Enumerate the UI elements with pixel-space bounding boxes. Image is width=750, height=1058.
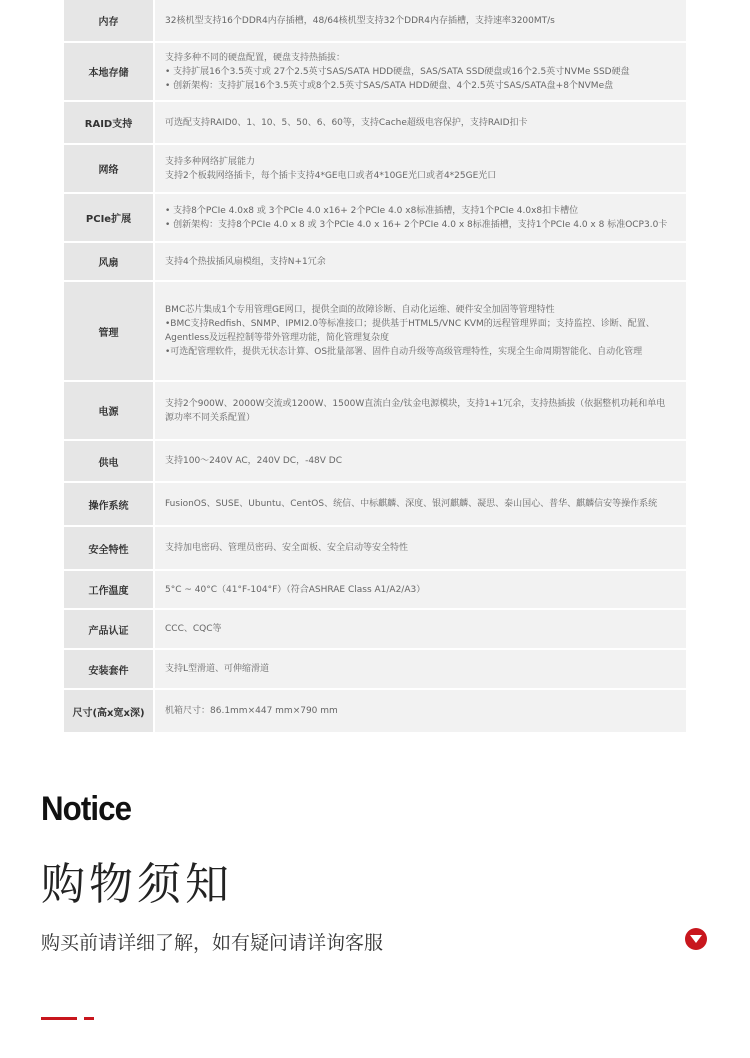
- spec-value-line: •BMC支持Redfish、SNMP、IPMI2.0等标准接口；提供基于HTML5/VNC KVM的远程管理界面；支持监控、诊断、配置、: [165, 319, 655, 329]
- spec-label: RAID支持: [64, 102, 153, 143]
- spec-row: [64, 243, 686, 282]
- spec-value-line: 支持多种网络扩展能力: [165, 156, 256, 167]
- spec-value: [153, 145, 686, 192]
- spec-value: [153, 382, 686, 439]
- notice-subtitle: 购买前请详细了解，如有疑问请详询客服: [41, 932, 384, 954]
- spec-row: [64, 102, 686, 145]
- spec-label: 尺寸(高x宽x深): [64, 690, 153, 732]
- spec-value: [153, 527, 686, 569]
- spec-value-line: 支持加电密码、管理员密码、安全面板、安全启动等安全特性: [165, 543, 409, 553]
- spec-row: [64, 43, 686, 102]
- spec-value: [153, 690, 686, 732]
- spec-value-line: • 支持扩展16个3.5英寸或 27个2.5英寸SAS/SATA HDD硬盘，SAS/SATA SSD硬盘或16个2.5英寸NVMe SSD硬盘: [165, 66, 630, 77]
- spec-row: [64, 483, 686, 527]
- spec-row: [64, 441, 686, 483]
- notice-title-en: Notice: [41, 790, 132, 828]
- spec-value-line: 32核机型支持16个DDR4内存插槽，48/64核机型支持32个DDR4内存插槽，支持速率3200MT/s: [165, 15, 555, 26]
- spec-value-line: BMC芯片集成1个专用管理GE网口，提供全面的故障诊断、自动化运维、硬件安全加固等管理特性: [165, 305, 555, 315]
- spec-row: [64, 610, 686, 650]
- accent-bar: [41, 1017, 77, 1020]
- spec-value: [153, 0, 686, 41]
- spec-value: [153, 243, 686, 280]
- spec-label: 内存: [64, 0, 153, 41]
- spec-value: [153, 441, 686, 481]
- spec-value: [153, 650, 686, 688]
- spec-label: PCIe扩展: [64, 194, 153, 241]
- spec-label: 安装套件: [64, 650, 153, 688]
- spec-row: [64, 282, 686, 382]
- spec-value: [153, 43, 686, 100]
- notice-title-cn: 购物须知: [41, 859, 233, 910]
- spec-value-line: • 创新架构：支持8个PCIe 4.0 x 8 或 3个PCIe 4.0 x 16+ 2个PCIe 4.0 x 8标准插槽，支持1个PCIe 4.0 x 8 标准OCP3.0卡: [165, 219, 668, 230]
- spec-label: 管理: [64, 282, 153, 380]
- spec-value-line: 支持2个900W、2000W交流或1200W、1500W直流白金/钛金电源模块，支持1+1冗余，支持热插拔（依据整机功耗和单电: [165, 398, 666, 409]
- spec-row: [64, 194, 686, 243]
- spec-row: [64, 650, 686, 690]
- spec-label: 工作温度: [64, 571, 153, 608]
- spec-row: [64, 145, 686, 194]
- spec-label: 风扇: [64, 243, 153, 280]
- spec-value: [153, 102, 686, 143]
- chevron-down-circle-icon[interactable]: [685, 928, 707, 950]
- accent-bar-short: [84, 1017, 94, 1020]
- spec-value: [153, 194, 686, 241]
- spec-value-line: 支持100～240V AC，240V DC，-48V DC: [165, 456, 342, 466]
- spec-label: 供电: [64, 441, 153, 481]
- spec-label: 电源: [64, 382, 153, 439]
- spec-value-line: CCC、CQC等: [165, 624, 222, 634]
- spec-value-line: FusionOS、SUSE、Ubuntu、CentOS、统信、中标麒麟、深度、银河麒麟、凝思、泰山国心、普华、麒麟信安等操作系统: [165, 499, 658, 509]
- spec-row: [64, 382, 686, 441]
- spec-value-line: 可选配支持RAID0、1、10、5、50、6、60等，支持Cache超级电容保护，支持RAID扣卡: [165, 117, 528, 128]
- spec-value-line: 支持4个热拔插风扇模组，支持N+1冗余: [165, 256, 326, 267]
- spec-row: [64, 527, 686, 571]
- spec-label: 安全特性: [64, 527, 153, 569]
- spec-value-line: Agentless及远程控制等带外管理功能，简化管理复杂度: [165, 333, 390, 343]
- spec-row: [64, 571, 686, 610]
- spec-value-line: 源功率不同关系配置）: [165, 412, 256, 423]
- spec-value-line: 支持L型滑道、可伸缩滑道: [165, 664, 270, 674]
- spec-row: [64, 0, 686, 43]
- spec-table: [64, 0, 686, 734]
- spec-value-line: 机箱尺寸：86.1mm×447 mm×790 mm: [165, 706, 338, 716]
- spec-value: [153, 483, 686, 525]
- spec-value-line: • 创新架构：支持扩展16个3.5英寸或8个2.5英寸SAS/SATA HDD硬盘、4个2.5英寸SAS/SATA盘+8个NVMe盘: [165, 80, 614, 91]
- spec-label: 产品认证: [64, 610, 153, 648]
- spec-value: [153, 282, 686, 380]
- spec-value: [153, 610, 686, 648]
- spec-value: [153, 571, 686, 608]
- spec-label: 网络: [64, 145, 153, 192]
- spec-value-line: 支持2个板载网络插卡，每个插卡支持4*GE电口或者4*10GE光口或者4*25GE光口: [165, 170, 497, 181]
- spec-value-line: 5°C ~ 40°C（41°F-104°F）（符合ASHRAE Class A1/A2/A3）: [165, 584, 426, 595]
- spec-value-line: • 支持8个PCIe 4.0x8 或 3个PCIe 4.0 x16+ 2个PCIe 4.0 x8标准插槽，支持1个PCIe 4.0x8扣卡槽位: [165, 205, 579, 216]
- spec-row: [64, 690, 686, 734]
- spec-value-line: •可选配管理软件，提供无状态计算、OS批量部署、固件自动升级等高级管理特性，实现全生命周期智能化、自动化管理: [165, 347, 643, 357]
- spec-label: 本地存储: [64, 43, 153, 100]
- spec-value-line: 支持多种不同的硬盘配置，硬盘支持热插拔：: [165, 52, 346, 63]
- spec-label: 操作系统: [64, 483, 153, 525]
